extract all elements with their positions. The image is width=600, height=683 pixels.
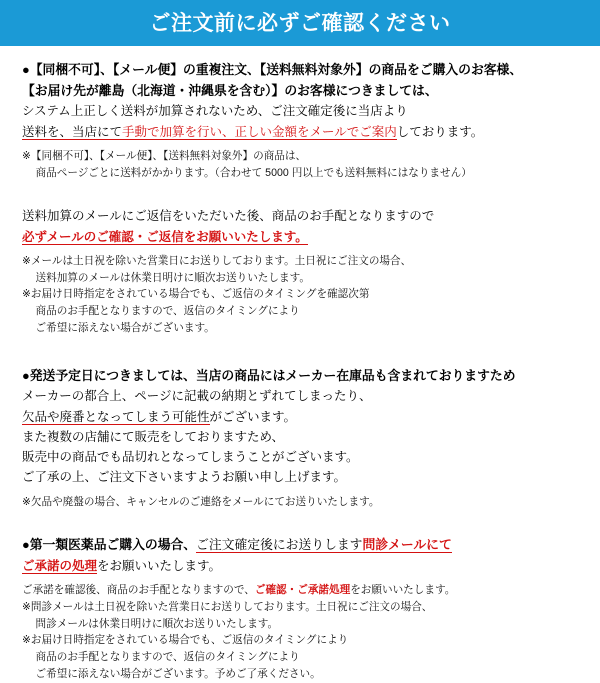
notice-line-emphasis	[22, 556, 578, 576]
notice-segment-red: ご確認・ご承諾処理	[254, 584, 351, 597]
notice-segment: をお願いいたします。	[97, 559, 222, 573]
notice-line-emphasis	[22, 122, 578, 142]
notice-note: 商品のお手配となりますので、返信のタイミングにより	[22, 651, 300, 664]
notice-note: ご希望に添えない場合がございます。予めご了承ください。	[22, 667, 321, 680]
notice-line: メーカーの都合上、ページに記載の納期とずれてしまったり、	[22, 389, 372, 404]
notice-line: 販売中の商品でも品切れとなってしまうことがございます。	[22, 450, 359, 465]
notice-note: 商品のお手配となりますので、返信のタイミングにより	[22, 305, 300, 318]
section-medicine-consent	[22, 535, 578, 682]
notice-note: ご希望に添えない場合がございます。	[22, 321, 215, 334]
notice-segment: がございます。	[209, 409, 297, 424]
notice-segment: ご承諾を確認後、商品のお手配となりますので、	[22, 584, 255, 597]
notice-segment: ご注文確定後にお送りします	[196, 537, 363, 553]
notice-line: システム上正しく送料が加算されないため、ご注文確定後に当店より	[22, 104, 408, 119]
page-header	[0, 0, 600, 46]
notice-note: ※問診メールは土日祝を除いた営業日にお送りしております。土日祝にご注文の場合、	[22, 600, 433, 613]
section-shipping-date	[22, 366, 578, 511]
notice-note: 問診メールは休業日明けに順次お送りいたします。	[22, 617, 279, 630]
section-shipping-fee	[22, 60, 578, 181]
notice-line-emphasis	[22, 535, 578, 556]
notice-line: 【お届け先が離島（北海道・沖縄県を含む）】のお客様につきましては、	[22, 82, 438, 98]
notice-line: 送料加算のメールにご返信をいただいた後、商品のお手配となりますので	[22, 209, 435, 224]
notice-line: ●【同梱不可】、【メール便】の重複注文、【送料無料対象外】の商品をご購入のお客様、	[22, 62, 523, 77]
notice-note: ※お届け日時指定をされている場合でも、ご返信のタイミングを確認次第	[22, 288, 370, 301]
notice-line-emphasis	[22, 407, 578, 427]
notice-note: ※欠品や廃盤の場合、キャンセルのご連絡をメールにてお送りいたします。	[22, 495, 380, 508]
notice-line-emphasis	[22, 227, 578, 247]
notice-content	[0, 46, 600, 683]
notice-segment-red: 手動で加算を行い、正しい金額をメールでご案内	[122, 124, 397, 139]
notice-segment: 欠品や廃番となってしまう可能性	[22, 409, 210, 424]
notice-note: 送料加算のメールは休業日明けに順次お送りいたします。	[22, 271, 310, 284]
notice-segment: しております。	[396, 124, 484, 139]
notice-segment: をお願いいたします。	[350, 584, 456, 597]
notice-segment-red: ご承諾の処理	[22, 559, 98, 573]
page-title: ご注文前に必ずご確認ください	[149, 11, 451, 35]
notice-note: ※【同梱不可】、【メール便】、【送料無料対象外】の商品は、	[22, 149, 307, 162]
notice-segment: 送料を、当店にて	[22, 124, 123, 139]
notice-segment-red: 問診メールにて	[362, 537, 452, 553]
notice-note: 商品ページごとに送料がかかります。（合わせて 5000 円以上でも送料無料にはなりません）	[22, 166, 472, 179]
notice-line: ●発送予定日につきましては、当店の商品にはメーカー在庫品も含まれておりますため	[22, 367, 516, 383]
notice-line: また複数の店舗にて販売をしておりますため、	[22, 429, 285, 444]
notice-note: ※メールは土日祝を除いた営業日にお送りしております。土日祝にご注文の場合、	[22, 254, 412, 267]
notice-segment: ●第一類医薬品ご購入の場合、	[22, 537, 197, 553]
notice-line-emphasis	[22, 582, 578, 599]
notice-note: ※お届け日時指定をされている場合でも、ご返信のタイミングにより	[22, 634, 349, 647]
notice-line: ご了承の上、ご注文下さいますようお願い申し上げます。	[22, 470, 347, 485]
notice-segment-red: 必ずメールのご確認・ご返信をお願いいたします。	[22, 229, 308, 244]
section-reply-required	[22, 206, 578, 336]
